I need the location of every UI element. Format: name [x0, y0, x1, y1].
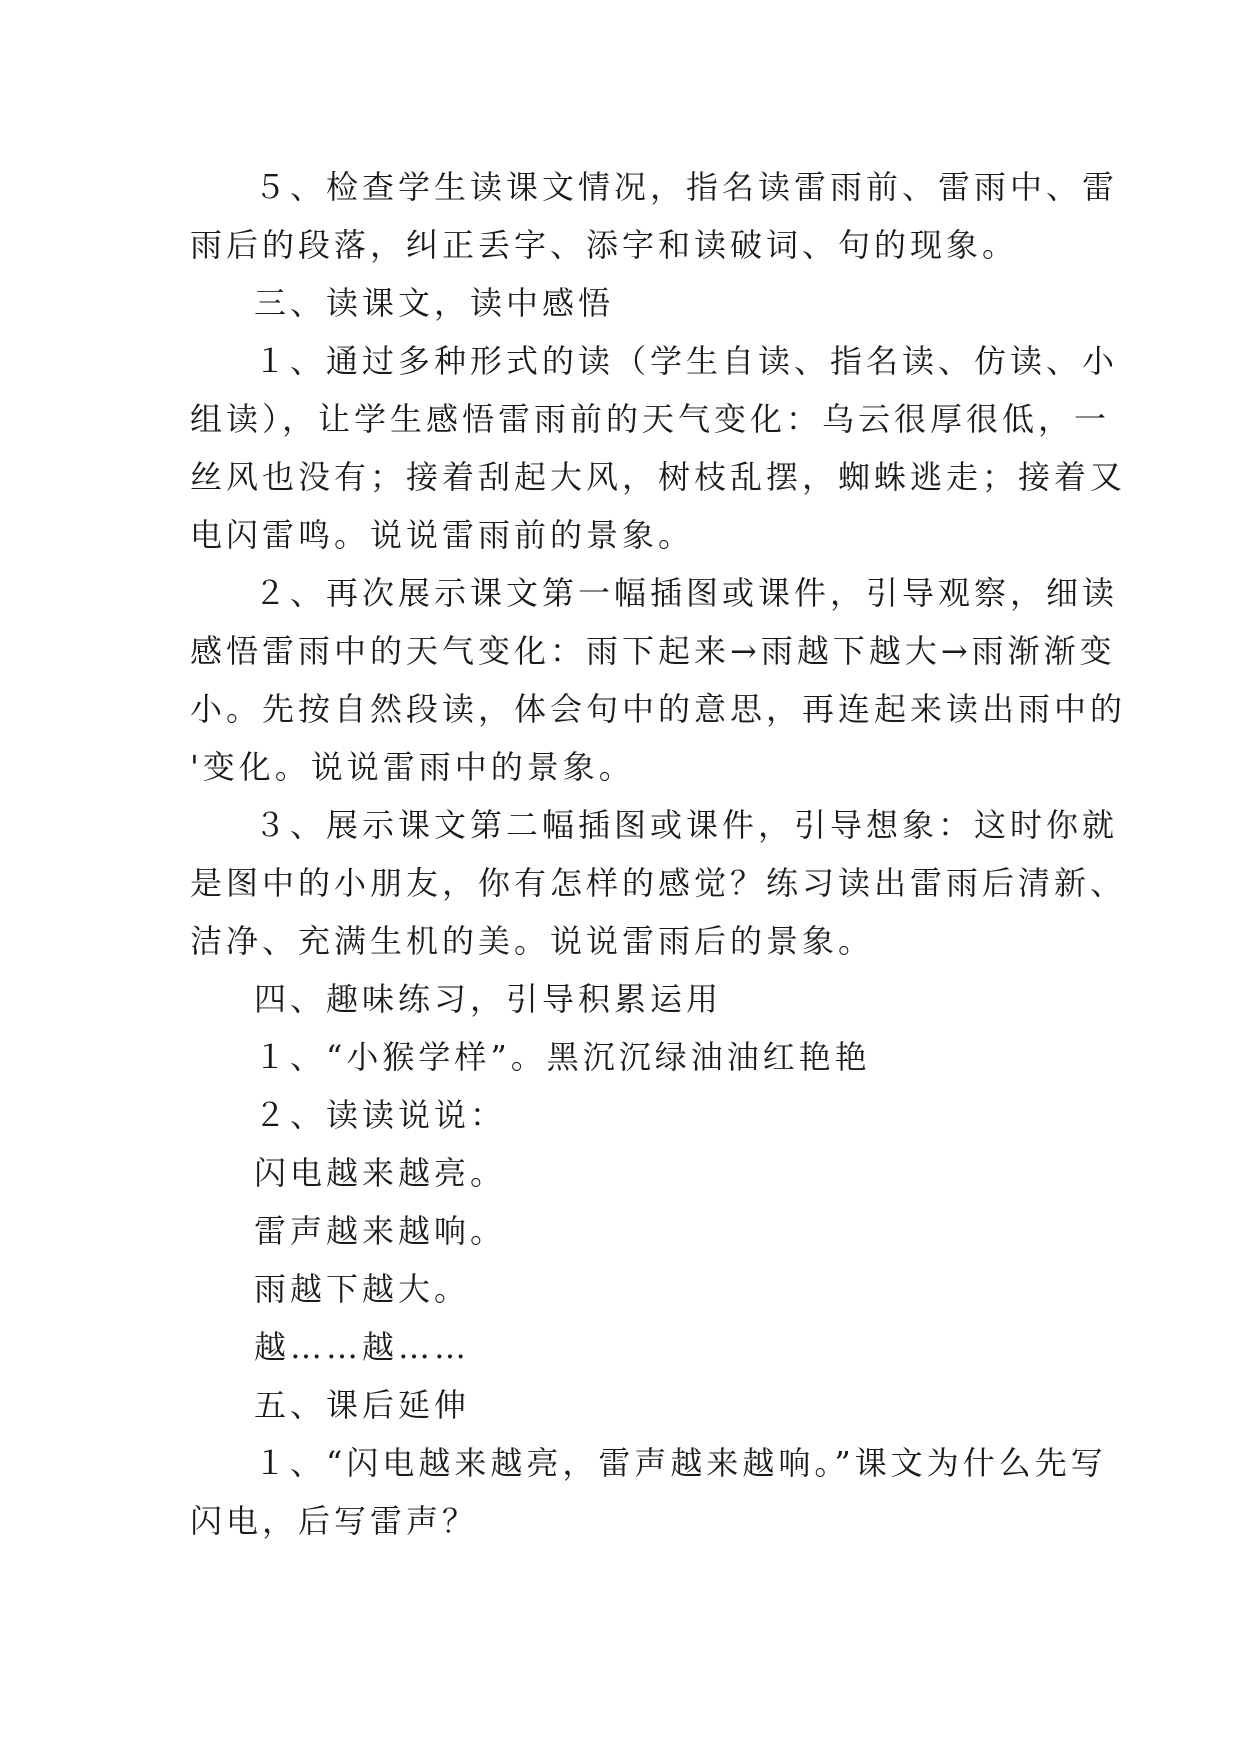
- paragraph-line: ５、检查学生读课文情况，指名读雷雨前、雷雨中、雷: [254, 168, 1119, 206]
- paragraph-line: 闪电，后写雷声？: [190, 1502, 479, 1540]
- paragraph-line: 小。先按自然段读，体会句中的意思，再连起来读出雨中的: [190, 690, 1127, 728]
- paragraph-line: ２、再次展示课文第一幅插图或课件，引导观察，细读: [254, 574, 1119, 612]
- document-body: [190, 158, 1127, 1550]
- example-sentence: 闪电越来越亮。: [254, 1154, 507, 1192]
- paragraph-line: 丝风也没有；接着刮起大风，树枝乱摆，蜘蛛逃走；接着又: [190, 458, 1127, 496]
- paragraph-line: 雨后的段落，纠正丢字、添字和读破词、句的现象。: [190, 226, 1019, 264]
- paragraph-line: 感悟雷雨中的天气变化：雨下起来→雨越下越大→雨渐渐变: [190, 632, 1116, 670]
- paragraph-line: ３、展示课文第二幅插图或课件，引导想象：这时你就: [254, 806, 1119, 844]
- paragraph-line: 洁净、充满生机的美。说说雷雨后的景象。: [190, 922, 875, 960]
- example-sentence: 雷声越来越响。: [254, 1212, 507, 1250]
- paragraph-line: 是图中的小朋友，你有怎样的感觉？练习读出雷雨后清新、: [190, 864, 1127, 902]
- paragraph-line: 电闪雷鸣。说说雷雨前的景象。: [190, 516, 695, 554]
- section-heading: 五、课后延伸: [254, 1386, 471, 1424]
- paragraph-line: 组读），让学生感悟雷雨前的天气变化：乌云很厚很低，一: [190, 400, 1111, 438]
- example-sentence: 越……越……: [254, 1328, 471, 1366]
- example-sentence: 雨越下越大。: [254, 1270, 471, 1308]
- paragraph-line: １、通过多种形式的读（学生自读、指名读、仿读、小: [254, 342, 1119, 380]
- paragraph-line: '变化。说说雷雨中的景象。: [190, 748, 635, 786]
- paragraph-line: １、“闪电越来越亮，雷声越来越响。”课文为什么先写: [254, 1444, 1107, 1482]
- paragraph-line: ２、读读说说：: [254, 1096, 507, 1134]
- section-heading: 三、读课文，读中感悟: [254, 284, 615, 322]
- paragraph-line: １、“小猴学样”。黑沉沉绿油油红艳艳: [254, 1038, 871, 1076]
- section-heading: 四、趣味练习，引导积累运用: [254, 980, 723, 1018]
